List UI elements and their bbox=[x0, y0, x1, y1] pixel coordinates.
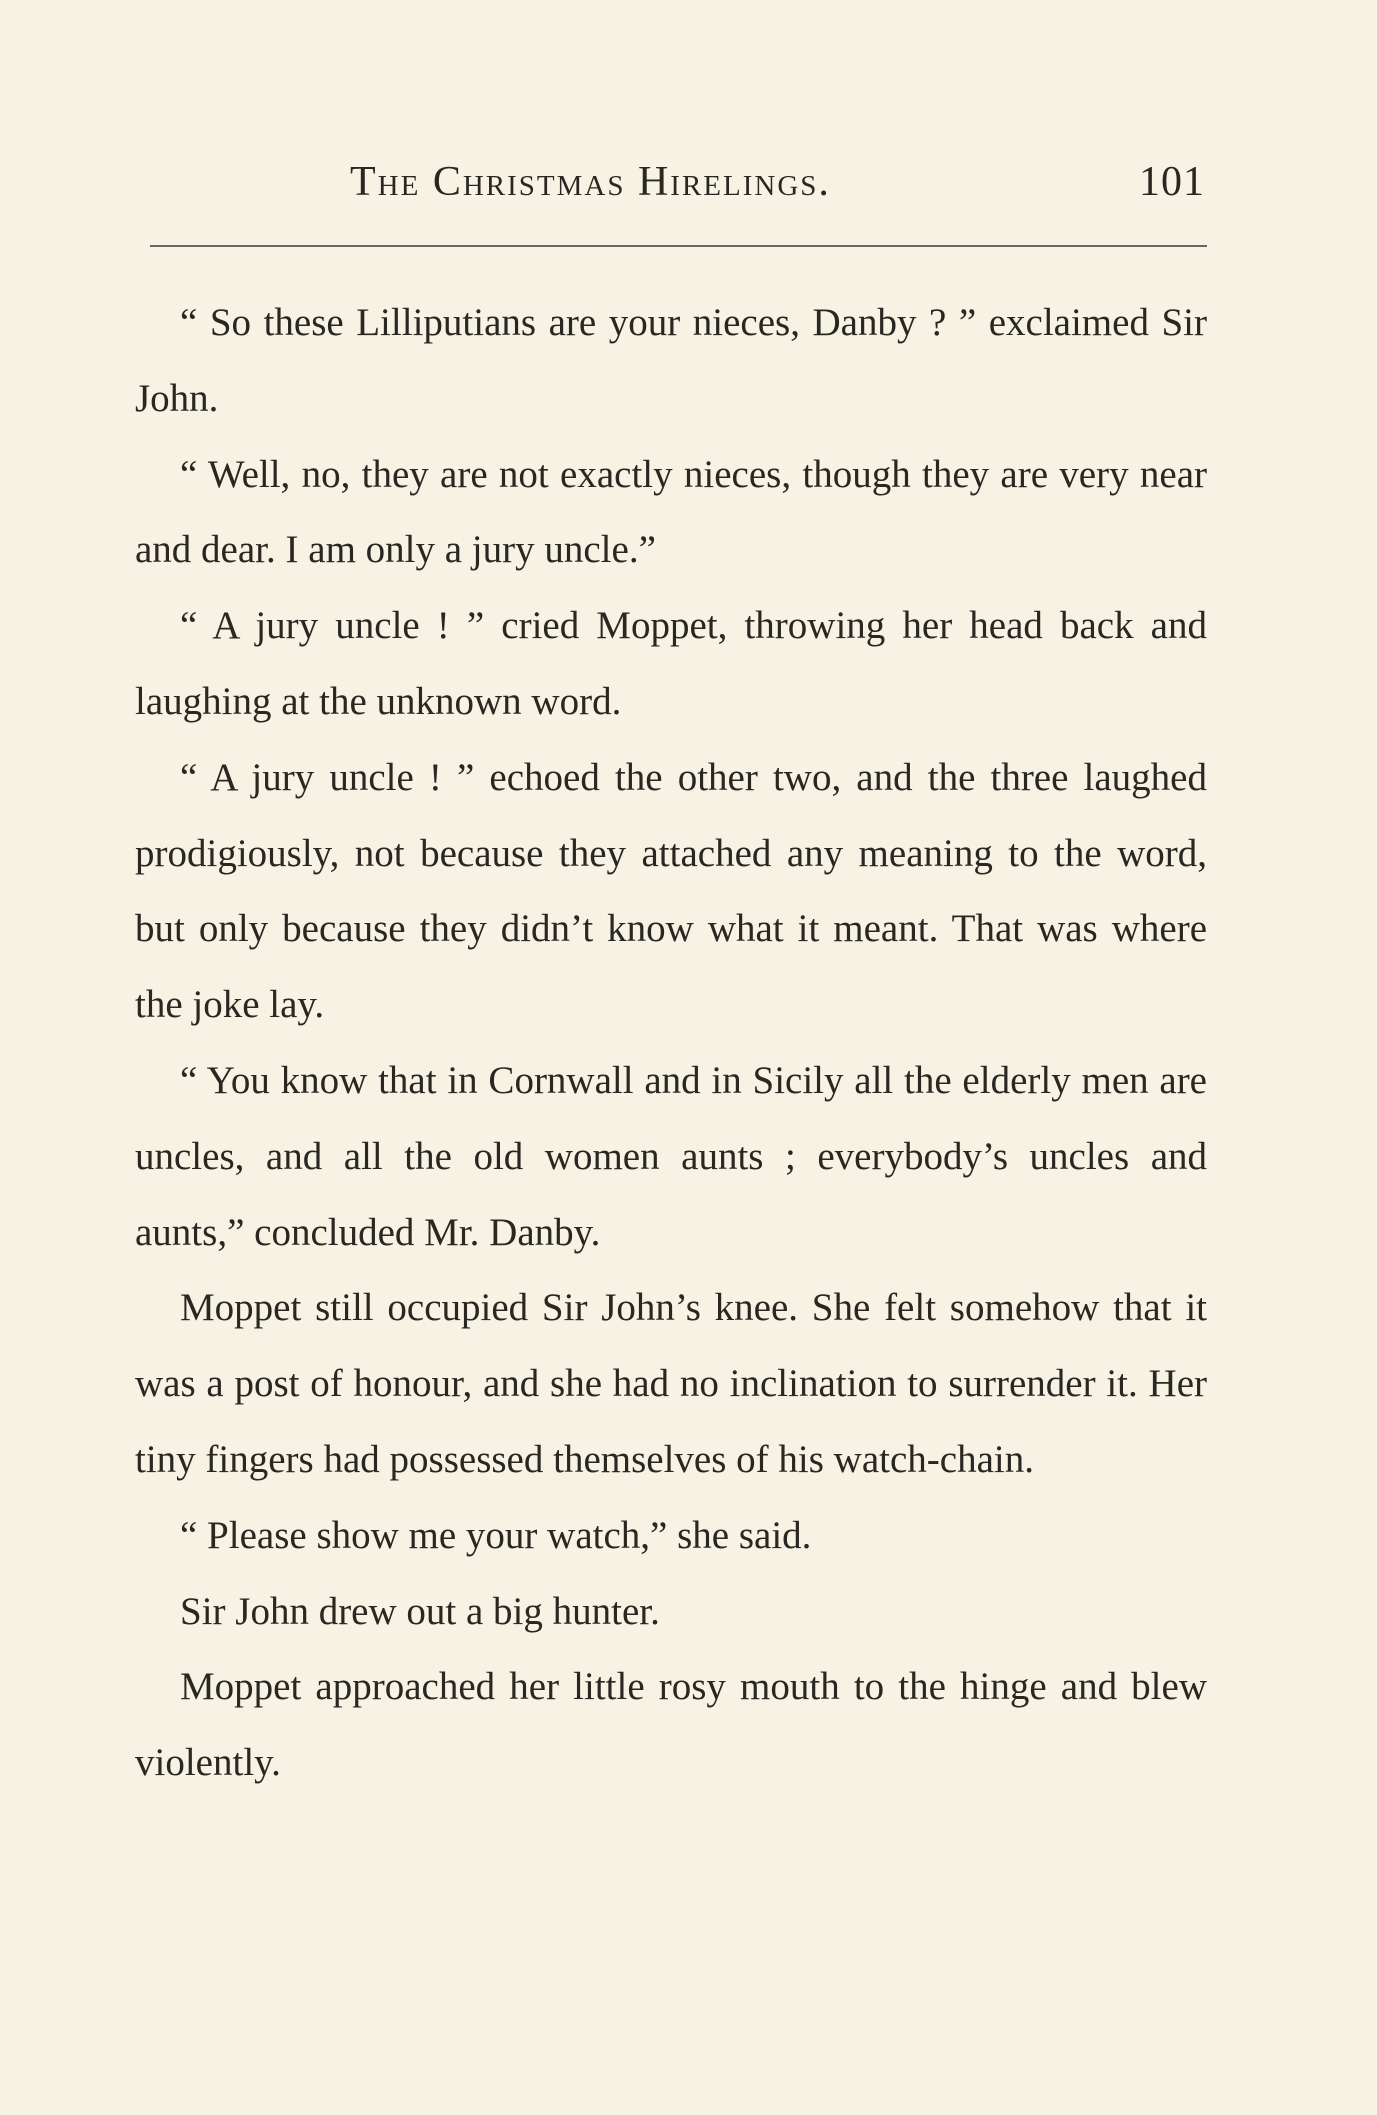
paragraph: “ Please show me your watch,” she said. bbox=[180, 1513, 812, 1557]
header-rule bbox=[150, 245, 1207, 247]
paragraph: “ So these Lilliputians are your nieces, Danby ? ” exclaimed Sir John. bbox=[135, 301, 1207, 420]
running-title: The Christmas Hirelings. bbox=[350, 159, 831, 205]
paragraph: “ You know that in Cornwall and in Sicily all the elderly men are uncles, and all the old women aunts ; everybody’s uncles and aunts,” concluded Mr. Danby. bbox=[135, 1058, 1207, 1254]
paragraph: “ A jury uncle ! ” echoed the other two, and the three laughed prodigiously, not because they attached any meaning to the word, but only because they didn’t know what it meant. That was where the joke lay. bbox=[135, 755, 1207, 1027]
paragraph: Moppet still occupied Sir John’s knee. She felt somehow that it was a post of honour, and she had no inclination to surrender it. Her tiny fingers had possessed themselves of his watch-chain. bbox=[135, 1286, 1207, 1481]
paragraph: Sir John drew out a big hunter. bbox=[180, 1589, 660, 1633]
running-head bbox=[135, 158, 1207, 218]
paragraph: “ A jury uncle ! ” cried Moppet, throwing her head back and laughing at the unknown word. bbox=[135, 604, 1207, 723]
paragraph: Moppet approached her little rosy mouth to the hinge and blew violently. bbox=[135, 1665, 1207, 1785]
page-number: 101 bbox=[1139, 159, 1205, 205]
body-text bbox=[135, 285, 1207, 1801]
paragraph: “ Well, no, they are not exactly nieces, though they are very near and dear. I am only a jury uncle.” bbox=[135, 452, 1207, 572]
